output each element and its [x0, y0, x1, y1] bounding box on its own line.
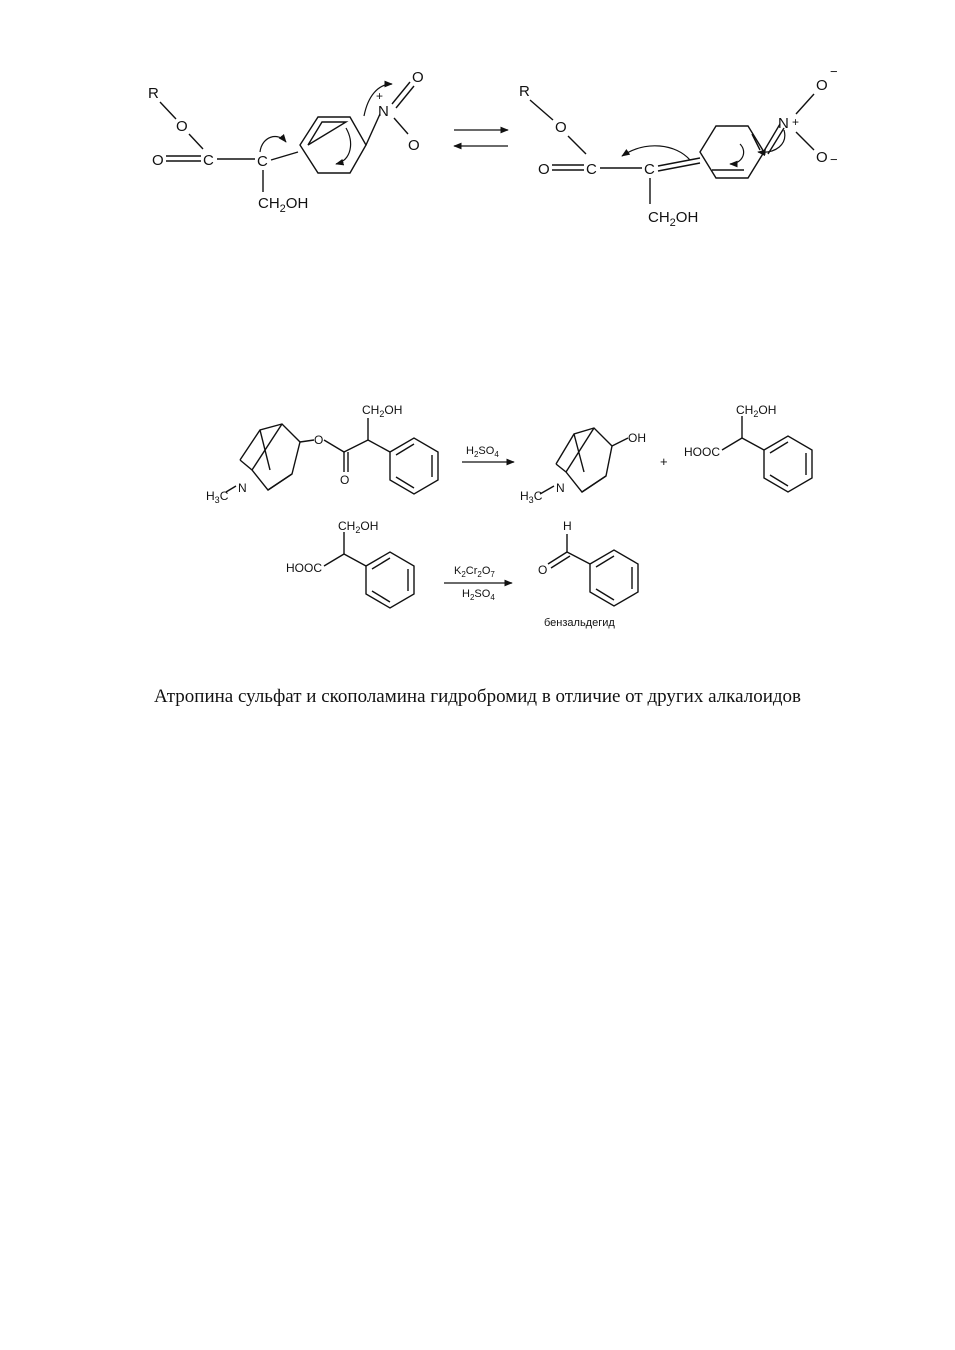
- tropine-oh: OH: [628, 431, 646, 445]
- alpha-carbon-right: C: [644, 161, 655, 178]
- nitro-oxygen-bottom-right: O: [816, 149, 828, 166]
- atropine-ester-o: O: [314, 433, 324, 447]
- tropine-n: N: [556, 481, 565, 495]
- tropic-acid2-hooc: HOOC: [286, 561, 322, 575]
- tropic-acid-hooc: HOOC: [684, 445, 720, 459]
- atropine-structure: [206, 403, 438, 505]
- oxygen-minus-top: −: [830, 64, 838, 79]
- ch2oh-group: $CH_2OH$: [258, 195, 309, 215]
- nitro-plus-right: +: [792, 115, 800, 129]
- aldehyde-h: H: [563, 519, 572, 533]
- atropine-methyl: $H_3C$: [206, 489, 229, 505]
- oxidation-reagent-1: $K_2Cr_2O_7$: [454, 565, 495, 579]
- ester-oxygen-right: O: [555, 119, 567, 136]
- oxidation-reagent-2: $H_2SO_4$: [462, 588, 495, 602]
- nitro-plus: +: [376, 89, 384, 103]
- atropine-n: N: [238, 481, 247, 495]
- tropic-acid-ch2oh: $CH_2OH$: [736, 403, 777, 419]
- oxygen-minus-bottom: −: [830, 152, 838, 167]
- tropic-acid-structure-2: [286, 519, 414, 608]
- resonance-form-right: [519, 64, 838, 229]
- carbonyl-carbon: C: [203, 152, 214, 169]
- carbonyl-carbon-right: C: [586, 161, 597, 178]
- tropine-structure: [520, 428, 646, 505]
- aldehyde-o: O: [538, 563, 548, 577]
- atropine-carbonyl-o: O: [340, 473, 350, 487]
- resonance-form-left: [148, 69, 424, 215]
- plus-sign: +: [660, 454, 668, 469]
- nitro-oxygen-top-right: O: [816, 77, 828, 94]
- benzaldehyde-name: бензальдегид: [544, 617, 615, 629]
- alpha-carbon: C: [257, 153, 268, 170]
- body-text: Атропина сульфат и скополамина гидробромид в отличие от других алкалоидов: [153, 686, 802, 707]
- r-label-right: R: [519, 83, 530, 100]
- tropine-methyl: $H_3C$: [520, 489, 543, 505]
- carbonyl-oxygen-right: O: [538, 161, 550, 178]
- hydrolysis-reagent: $H_2SO_4$: [466, 445, 499, 459]
- benzaldehyde-structure: [538, 519, 638, 629]
- ester-oxygen: O: [176, 118, 188, 135]
- nitro-nitrogen-right: N: [778, 115, 789, 132]
- ch2oh-group-right: $CH_2OH$: [648, 209, 699, 229]
- nitro-oxygen-top: O: [412, 69, 424, 86]
- carbonyl-oxygen: O: [152, 152, 164, 169]
- tropic-acid2-ch2oh: $CH_2OH$: [338, 519, 379, 535]
- atropine-ch2oh: $CH_2OH$: [362, 403, 403, 419]
- tropic-acid-structure: [684, 403, 812, 492]
- r-label: R: [148, 85, 159, 102]
- nitro-nitrogen: N: [378, 103, 389, 120]
- nitro-oxygen-bottom: O: [408, 137, 420, 154]
